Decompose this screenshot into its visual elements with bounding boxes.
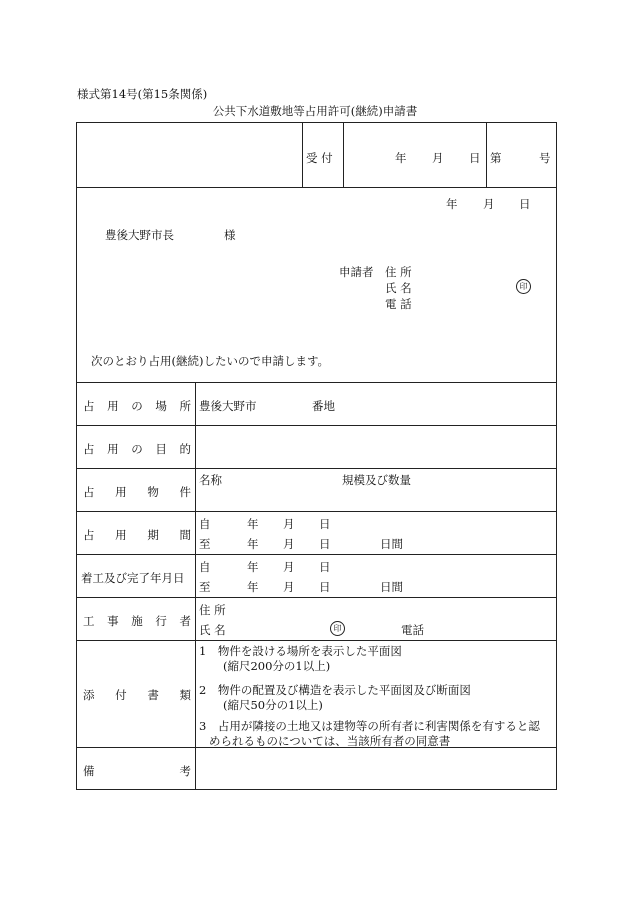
applicant-address-label: 住 所 <box>385 265 412 279</box>
divider <box>77 187 556 188</box>
attachment-item-2-note: (縮尺50分の1以上) <box>223 698 323 712</box>
divider <box>77 468 556 469</box>
contractor-phone-label: 電話 <box>401 623 424 637</box>
receipt-number-prefix: 第 <box>490 151 502 165</box>
construction-to-month: 月 <box>283 580 295 594</box>
divider <box>77 511 556 512</box>
object-label: 占 用 物 件 <box>83 485 191 499</box>
application-form <box>76 122 557 790</box>
period-from: 自 <box>199 517 211 531</box>
construction-to-year: 年 <box>247 580 259 594</box>
location-banchi: 番地 <box>312 399 335 413</box>
date-day: 日 <box>519 197 531 211</box>
form-number: 様式第14号(第15条関係) <box>77 87 208 101</box>
contractor-address-label: 住 所 <box>199 603 226 617</box>
attachment-item-3-line-1: 3 占用が隣接の土地又は建物等の所有者に利害関係を有すると認 <box>199 719 540 733</box>
divider <box>343 123 344 187</box>
receipt-day: 日 <box>469 151 481 165</box>
contractor-label: 工 事 施 行 者 <box>83 614 191 628</box>
remarks-label: 備 考 <box>83 764 191 778</box>
period-to-day: 日 <box>319 537 331 551</box>
period-to: 至 <box>199 537 211 551</box>
applicant-name-label: 氏 名 <box>385 281 412 295</box>
request-statement: 次のとおり占用(継続)したいので申請します。 <box>91 354 330 368</box>
period-to-year: 年 <box>247 537 259 551</box>
applicant-phone-label: 電 話 <box>385 297 412 311</box>
divider <box>77 425 556 426</box>
divider <box>302 123 303 187</box>
period-from-year: 年 <box>247 517 259 531</box>
construction-days: 日間 <box>380 580 403 594</box>
attachment-item-2: 2 物件の配置及び構造を表示した平面図及び断面図 <box>199 683 471 697</box>
period-days: 日間 <box>380 537 403 551</box>
period-label: 占 用 期 間 <box>83 528 191 542</box>
date-month: 月 <box>483 197 495 211</box>
attachment-item-1: 1 物件を設ける場所を表示した平面図 <box>199 644 402 658</box>
divider <box>77 640 556 641</box>
date-year: 年 <box>446 197 458 211</box>
construction-to: 至 <box>199 580 211 594</box>
attachment-item-3-line-2: められるものについては、当該所有者の同意書 <box>209 734 451 748</box>
divider <box>77 597 556 598</box>
applicant-label: 申請者 <box>339 265 374 279</box>
attachment-item-1-note: (縮尺200分の1以上) <box>223 659 331 673</box>
period-from-day: 日 <box>319 517 331 531</box>
construction-to-day: 日 <box>319 580 331 594</box>
receipt-number-suffix: 号 <box>539 151 551 165</box>
divider <box>486 123 487 187</box>
attachments-label: 添 付 書 類 <box>83 688 191 702</box>
receipt-year: 年 <box>395 151 407 165</box>
construction-label: 着工及び完了年月日 <box>81 571 185 585</box>
receipt-label: 受 付 <box>306 151 333 165</box>
period-from-month: 月 <box>283 517 295 531</box>
object-name-label: 名称 <box>199 473 222 487</box>
period-to-month: 月 <box>283 537 295 551</box>
divider <box>195 382 196 790</box>
location-city: 豊後大野市 <box>199 399 257 413</box>
contractor-seal-mark: 印 <box>330 621 345 636</box>
purpose-label: 占 用 の 目 的 <box>83 442 191 456</box>
construction-from-day: 日 <box>319 560 331 574</box>
applicant-seal-mark: 印 <box>516 279 531 294</box>
contractor-name-label: 氏 名 <box>199 623 226 637</box>
divider <box>77 382 556 383</box>
divider <box>77 554 556 555</box>
addressee: 豊後大野市長 <box>105 228 174 242</box>
location-label: 占 用 の 場 所 <box>83 399 191 413</box>
construction-from-month: 月 <box>283 560 295 574</box>
construction-from-year: 年 <box>247 560 259 574</box>
object-scale-label: 規模及び数量 <box>342 473 411 487</box>
receipt-month: 月 <box>432 151 444 165</box>
document-title: 公共下水道敷地等占用許可(継続)申請書 <box>212 104 418 118</box>
construction-from: 自 <box>199 560 211 574</box>
honorific: 様 <box>224 228 236 242</box>
